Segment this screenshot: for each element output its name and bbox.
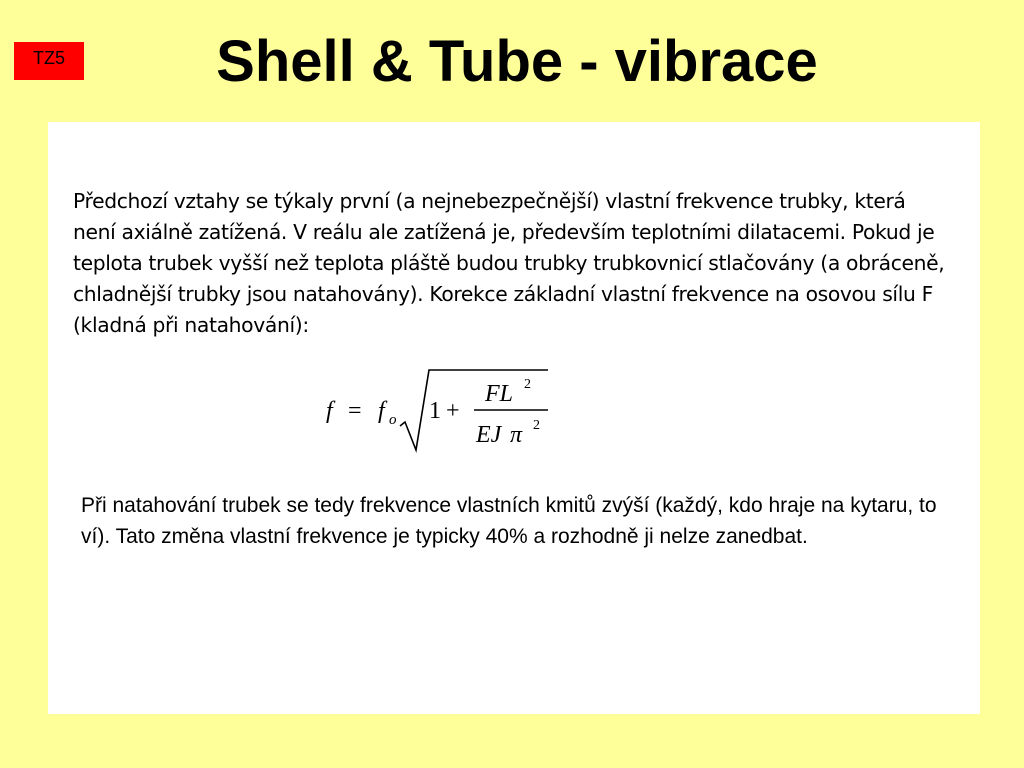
paragraph-conclusion: Při natahování trubek se tedy frekvence vlastních kmitů zvýší (každý, kdo hraje na kytaru, to ví). Tato změna vlastní frekvence je typicky 40% a rozhodně ji nelze zanedbat. (81, 494, 937, 548)
frequency-correction-formula (326, 366, 566, 456)
slide-number-label: TZ5 (32, 47, 65, 68)
formula-numerator: FL (485, 381, 514, 407)
formula-one: 1 (429, 398, 441, 424)
formula-f0-subscript: o (389, 412, 397, 428)
formula-svg (326, 366, 566, 456)
formula-plus: + (446, 398, 460, 424)
slide-title: Shell & Tube - vibrace (216, 29, 818, 94)
formula-denominator: EJ (476, 422, 502, 448)
formula-numerator-exponent: 2 (524, 377, 531, 392)
formula-lhs: f (326, 398, 333, 424)
content-panel (48, 122, 980, 714)
paragraph-intro: Předchozí vztahy se týkaly první (a nejnebezpečnější) vlastní frekvence trubky, která není axiálně zatížená. V reálu ale zatížená je, především teplotními dilatacemi. Pokud je teplota trubek vyšší než teplota pláště budou trubky trubkovnicí stlačovány (a obráceně, chladnější trubky jsou natahovány). Korekce základní vlastní frekvence na osovou sílu F (kladná při natahování): (73, 189, 945, 337)
formula-f0: f (378, 398, 385, 424)
formula-equals: = (348, 398, 362, 424)
formula-denominator-exponent: 2 (533, 418, 540, 433)
formula-pi: π (510, 422, 523, 448)
